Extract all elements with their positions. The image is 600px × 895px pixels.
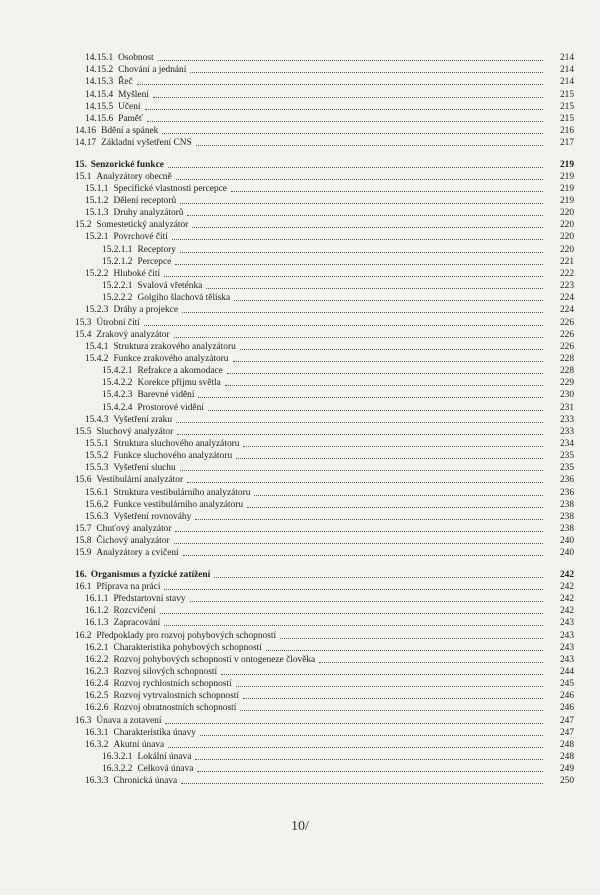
dot-leader <box>195 518 543 520</box>
toc-entry-number: 15.5.1 <box>85 438 109 449</box>
toc-entry-page: 242 <box>559 606 574 617</box>
toc-entry-number: 15.7 <box>75 524 92 534</box>
dot-leader <box>164 588 543 590</box>
toc-entry-number: 15.3 <box>75 317 92 328</box>
toc-entry-title: Rozvoj pohybových schopností v ontogeneze člověka <box>113 654 316 665</box>
toc-entry <box>0 52 600 64</box>
toc-entry-title: Paměť <box>118 113 143 124</box>
toc-entry <box>0 593 600 605</box>
toc-entry-page: 220 <box>559 220 574 231</box>
toc-entry-page: 219 <box>559 159 574 170</box>
toc-entry-number: 14.15.3 <box>85 77 114 88</box>
toc-entry <box>0 474 600 486</box>
toc-entry-page: 216 <box>559 125 574 136</box>
toc-entry-title: Chování a jednání <box>118 65 187 76</box>
toc-entry <box>0 450 600 462</box>
toc-entry-page: 217 <box>559 138 574 149</box>
dot-leader <box>243 445 543 447</box>
toc-entry <box>0 775 600 787</box>
dot-leader <box>198 396 543 398</box>
dot-leader <box>240 709 543 711</box>
toc-entry <box>0 739 600 751</box>
dot-leader <box>174 336 543 338</box>
toc-entry-number: 16.2.5 <box>85 691 109 702</box>
toc-entry <box>0 763 600 775</box>
toc-entry-page: 224 <box>559 305 574 316</box>
toc-entry-page: 233 <box>559 414 574 425</box>
toc-entry <box>0 581 600 593</box>
toc-entry <box>0 690 600 702</box>
toc-entry <box>0 317 600 329</box>
dot-leader <box>280 637 543 639</box>
dot-leader <box>243 697 543 699</box>
toc-entry <box>0 101 600 113</box>
dot-leader <box>175 530 543 532</box>
toc-entry-title: Funkce sluchového analyzátoru <box>113 451 233 462</box>
toc-entry-page: 246 <box>559 703 574 714</box>
toc-entry-title: Útrobní čití <box>96 317 140 328</box>
toc-entry-number: 16.1.2 <box>85 606 109 617</box>
toc-entry <box>0 666 600 678</box>
dot-leader <box>227 372 543 374</box>
toc-entry-number: 16.3 <box>75 715 92 726</box>
dot-leader <box>174 542 543 544</box>
dot-leader <box>192 226 543 228</box>
toc-entry-title: Bdění a spánek <box>101 125 159 136</box>
toc-entry-page: 222 <box>559 268 574 279</box>
toc-entry-title: Hluboké čití <box>113 268 161 279</box>
toc-entry-page: 226 <box>559 329 574 340</box>
toc-entry <box>0 244 600 256</box>
dot-leader <box>176 421 543 423</box>
toc-entry-page: 235 <box>559 463 574 474</box>
toc-entry-number: 15.2.2.2 <box>102 293 133 304</box>
toc-entry-title: Rozvoj rychlostních schopností <box>113 679 232 690</box>
toc-entry-number: 15.1 <box>75 171 92 182</box>
toc-entry <box>0 280 600 292</box>
dot-leader <box>231 190 543 192</box>
dot-leader <box>164 624 543 626</box>
dot-leader <box>180 469 543 471</box>
toc-entry-title: Organismus a fyzické zatížení <box>90 569 211 580</box>
toc-entry-title: Vyšetření sluchu <box>113 463 176 474</box>
toc-chapter-heading <box>0 159 600 171</box>
toc-entry-page: 242 <box>559 594 574 604</box>
toc-entry <box>0 329 600 341</box>
toc-entry-title: Charakteristika pohybových schopností <box>113 642 262 653</box>
toc-entry-number: 16. <box>75 569 87 580</box>
toc-entry-number: 16.2.6 <box>85 703 109 714</box>
toc-entry <box>0 256 600 268</box>
dot-leader <box>145 108 543 110</box>
toc-entry-number: 15.8 <box>75 536 92 547</box>
toc-entry-title: Lokální únava <box>137 752 192 762</box>
dot-leader <box>172 238 543 240</box>
toc-entry-title: Struktura sluchového analyzátoru <box>113 438 240 449</box>
toc-entry-page: 238 <box>559 524 574 534</box>
toc-entry-page: 220 <box>559 208 574 219</box>
toc-entry-title: Receptory <box>137 244 176 255</box>
toc-entry-title: Senzorické funkce <box>90 159 164 170</box>
toc-entry-title: Funkce vestibulárního analyzátoru <box>113 499 244 510</box>
toc-entry <box>0 438 600 450</box>
toc-entry-title: Učení <box>118 101 141 112</box>
toc-entry-title: Somestetický analyzátor <box>96 220 189 231</box>
toc-entry-page: 215 <box>559 89 574 100</box>
toc-entry-title: Rozvoj vytrvalostních schopností <box>113 691 239 702</box>
toc-entry-title: Percepce <box>137 256 172 267</box>
toc-entry-number: 14.15.1 <box>85 53 114 63</box>
toc-entry-page: 234 <box>559 438 574 449</box>
toc-entry-number: 16.3.1 <box>85 727 109 738</box>
toc-entry-page: 243 <box>559 642 574 653</box>
toc-entry <box>0 365 600 377</box>
toc-entry-page: 243 <box>559 654 574 665</box>
toc-entry-page: 219 <box>559 183 574 194</box>
toc-entry-page: 226 <box>559 317 574 328</box>
dot-leader <box>187 214 543 216</box>
toc-entry-number: 15.6.2 <box>85 499 109 510</box>
toc-entry-page: 229 <box>559 378 574 389</box>
toc-entry-number: 16.2.1 <box>85 642 109 653</box>
toc-entry-number: 15.4.2.4 <box>102 402 133 413</box>
dot-leader <box>137 83 543 85</box>
dot-leader <box>247 506 543 508</box>
toc-entry-number: 15.1.2 <box>85 196 109 206</box>
toc-entry-page: 246 <box>559 691 574 702</box>
toc-entry-page: 248 <box>559 739 574 750</box>
toc-entry-number: 15.4.2.1 <box>102 366 133 376</box>
toc-entry-number: 15.5 <box>75 426 92 437</box>
page-number: 10/ <box>291 819 309 834</box>
toc-entry-page: 242 <box>559 569 574 580</box>
toc-entry-title: Sluchový analyzátor <box>96 426 174 437</box>
dot-leader <box>164 275 543 277</box>
toc-entry-page: 247 <box>559 715 574 726</box>
toc-entry-title: Únava a zotavení <box>96 715 162 726</box>
toc-entry <box>0 183 600 195</box>
toc-entry-page: 221 <box>559 256 574 267</box>
toc-entry-title: Vyšetření zraku <box>113 414 173 425</box>
toc-entry-title: Zapracování <box>113 618 161 629</box>
toc-entry-title: Struktura vestibulárního analyzátoru <box>113 487 251 498</box>
toc-entry-number: 14.15.2 <box>85 65 114 76</box>
toc-entry-number: 15.4.1 <box>85 341 109 352</box>
toc-entry <box>0 231 600 243</box>
toc-entry-title: Příprava na práci <box>96 581 161 592</box>
dot-leader <box>175 263 543 265</box>
toc-entry-number: 15. <box>75 159 87 170</box>
toc-entry-title: Specifické vlastnosti percepce <box>113 183 227 194</box>
toc-entry-number: 16.2.2 <box>85 654 109 665</box>
toc-entry-number: 15.1.1 <box>85 183 109 194</box>
toc-entry-page: 230 <box>559 390 574 401</box>
toc-entry-number: 15.2.1.2 <box>102 256 133 267</box>
dot-leader <box>165 722 543 724</box>
toc-entry-number: 15.6.1 <box>85 487 109 498</box>
toc-entry-number: 15.4.2.3 <box>102 390 133 401</box>
dot-leader <box>319 661 543 663</box>
toc-entry-title: Funkce zrakového analyzátoru <box>113 353 229 364</box>
toc-entry-page: 231 <box>559 402 574 413</box>
toc-entry-title: Analyzátory obecně <box>96 171 172 182</box>
dot-leader <box>182 311 543 313</box>
toc-entry-page: 235 <box>559 451 574 462</box>
toc-entry <box>0 654 600 666</box>
toc-entry-title: Struktura zrakového analyzátoru <box>113 341 236 352</box>
toc-entry-title: Celková únava <box>137 764 194 775</box>
dot-leader <box>177 433 543 435</box>
toc-entry <box>0 426 600 438</box>
dot-leader <box>206 287 543 289</box>
toc-entry-number: 16.3.2.1 <box>102 752 133 762</box>
toc-entry-number: 14.17 <box>75 138 97 149</box>
dot-leader <box>160 612 543 614</box>
dot-leader <box>266 649 543 651</box>
toc-entry-page: 228 <box>559 353 574 364</box>
toc-entry-page: 242 <box>559 581 574 592</box>
toc-entry-page: 214 <box>559 53 574 63</box>
dot-leader <box>183 554 543 556</box>
dot-leader <box>181 782 543 784</box>
toc-entry <box>0 219 600 231</box>
toc-entry-number: 15.6.3 <box>85 511 109 522</box>
toc-entry <box>0 389 600 401</box>
toc-entry-page: 250 <box>559 776 574 787</box>
toc-entry-title: Analyzátory a cvičení <box>96 548 179 559</box>
dot-leader <box>214 576 543 578</box>
toc-entry <box>0 304 600 316</box>
toc-entry-title: Chronická únava <box>113 776 178 787</box>
dot-leader <box>240 348 543 350</box>
dot-leader <box>153 96 543 98</box>
toc-entry-page: 236 <box>559 487 574 498</box>
dot-leader <box>168 746 543 748</box>
toc-entry-title: Akutní únava <box>113 739 165 750</box>
dot-leader <box>197 770 543 772</box>
toc-entry-title: Rozcvičení <box>113 606 156 617</box>
toc-entry <box>0 642 600 654</box>
toc-entry-title: Osobnost <box>118 53 154 63</box>
toc-entry <box>0 292 600 304</box>
toc-entry-page: 224 <box>559 293 574 304</box>
toc-entry-number: 14.15.5 <box>85 101 114 112</box>
toc-entry-page: 238 <box>559 511 574 522</box>
toc-entry <box>0 268 600 280</box>
dot-leader <box>236 457 543 459</box>
toc-entry <box>0 89 600 101</box>
toc-entry-page: 240 <box>559 548 574 559</box>
dot-leader <box>162 132 543 134</box>
toc-entry-page: 244 <box>559 666 574 677</box>
toc-entry-page: 247 <box>559 727 574 738</box>
toc-entry-page: 228 <box>559 366 574 376</box>
toc-entry-number: 15.4.2.2 <box>102 378 133 389</box>
toc-entry-number: 16.2 <box>75 630 92 641</box>
toc-entry-title: Vestibulární analyzátor <box>96 475 184 486</box>
toc-entry-page: 214 <box>559 65 574 76</box>
toc-entry-title: Vyšetření rovnováhy <box>113 511 192 522</box>
toc-entry-page: 245 <box>559 679 574 690</box>
toc-entry-title: Předstartovní stavy <box>113 594 186 604</box>
toc-entry-number: 15.5.2 <box>85 451 109 462</box>
toc-entry-page: 243 <box>559 630 574 641</box>
toc-entry-page: 238 <box>559 499 574 510</box>
toc-entry-number: 15.4.3 <box>85 414 109 425</box>
toc-entry <box>0 630 600 642</box>
toc-entry-title: Barevné vidění <box>137 390 195 401</box>
toc-entry-number: 14.15.4 <box>85 89 114 100</box>
toc-entry-number: 16.3.2 <box>85 739 109 750</box>
toc-entry <box>0 341 600 353</box>
dot-leader <box>180 251 543 253</box>
dot-leader <box>234 299 543 301</box>
toc-entry-number: 14.16 <box>75 125 97 136</box>
toc-entry <box>0 605 600 617</box>
toc-entry-number: 15.2 <box>75 220 92 231</box>
dot-leader <box>190 600 543 602</box>
toc-entry <box>0 511 600 523</box>
toc-entry <box>0 171 600 183</box>
dot-leader <box>195 758 543 760</box>
dot-leader <box>187 481 543 483</box>
toc-entry-page: 215 <box>559 113 574 124</box>
toc-entry-title: Dráhy a projekce <box>113 305 178 316</box>
toc-entry <box>0 462 600 474</box>
toc-entry-number: 15.2.2 <box>85 268 109 279</box>
dot-leader <box>168 166 543 168</box>
toc-entry-number: 15.2.1 <box>85 232 109 243</box>
toc-entry-number: 16.3.3 <box>85 776 109 787</box>
toc-entry-page: 248 <box>559 752 574 762</box>
toc-entry-number: 16.1 <box>75 581 92 592</box>
toc-entry <box>0 499 600 511</box>
toc-entry <box>0 76 600 88</box>
toc-entry-number: 16.2.3 <box>85 666 109 677</box>
toc-entry-number: 16.1.1 <box>85 594 109 604</box>
toc-entry-page: 236 <box>559 475 574 486</box>
toc-entry-number: 15.1.3 <box>85 208 109 219</box>
toc-entry <box>0 414 600 426</box>
toc-entry-title: Povrchové čití <box>113 232 168 243</box>
toc-entry-page: 249 <box>559 764 574 775</box>
toc-entry <box>0 64 600 76</box>
toc-entry-page: 240 <box>559 536 574 547</box>
toc-entry <box>0 113 600 125</box>
toc-entry-number: 16.2.4 <box>85 679 109 690</box>
toc-entry <box>0 678 600 690</box>
dot-leader <box>200 734 543 736</box>
toc-entry-number: 15.9 <box>75 548 92 559</box>
dot-leader <box>147 120 543 122</box>
toc-entry-title: Chuťový analyzátor <box>96 524 172 534</box>
toc-entry-page: 219 <box>559 196 574 206</box>
toc-entry <box>0 547 600 559</box>
toc-entry <box>0 487 600 499</box>
toc-entry-number: 15.2.2.1 <box>102 281 133 291</box>
toc-entry-title: Rozvoj obratnostních schopností <box>113 703 237 714</box>
toc-entry-page: 226 <box>559 341 574 352</box>
dot-leader <box>144 324 543 326</box>
toc-entry-page: 233 <box>559 426 574 437</box>
dot-leader <box>176 178 543 180</box>
toc-entry <box>0 617 600 629</box>
toc-entry-title: Čichový analyzátor <box>96 536 170 547</box>
toc-entry-page: 215 <box>559 101 574 112</box>
toc-entry-title: Svalová vřeténka <box>137 281 203 291</box>
toc-entry-title: Dělení receptorů <box>113 196 177 206</box>
toc-entry-page: 220 <box>559 232 574 243</box>
toc-entry-title: Charakteristika únavy <box>113 727 196 738</box>
toc-entry <box>0 377 600 389</box>
toc-entry-title: Řeč <box>118 77 133 88</box>
toc-entry-title: Prostorové vidění <box>137 402 204 413</box>
toc-entry-page: 219 <box>559 171 574 182</box>
toc-entry-title: Zrakový analyzátor <box>96 329 170 340</box>
toc-entry-title: Korekce příjmu světla <box>137 378 221 389</box>
toc-entry-title: Základní vyšetření CNS <box>101 138 192 149</box>
toc-entry <box>0 727 600 739</box>
toc-entry-number: 16.3.2.2 <box>102 764 133 775</box>
dot-leader <box>208 409 543 411</box>
toc-entry-page: 243 <box>559 618 574 629</box>
toc-entry-page: 220 <box>559 244 574 255</box>
dot-leader <box>233 360 544 362</box>
toc-entry-title: Předpoklady pro rozvoj pohybových schopností <box>96 630 277 641</box>
toc-entry-number: 15.6 <box>75 475 92 486</box>
toc-entry <box>0 751 600 763</box>
toc-entry-number: 15.2.3 <box>85 305 109 316</box>
toc-entry <box>0 195 600 207</box>
toc-entry-number: 15.4 <box>75 329 92 340</box>
toc-entry <box>0 715 600 727</box>
toc-entry-title: Myšlení <box>118 89 149 100</box>
toc-entry-title: Druhy analyzátorů <box>113 208 184 219</box>
toc-entry <box>0 125 600 137</box>
toc-entry-title: Golgiho šlachová tělíska <box>137 293 231 304</box>
toc-entry-page: 223 <box>559 281 574 291</box>
dot-leader <box>196 144 543 146</box>
toc-entry-title: Rozvoj silových schopností <box>113 666 218 677</box>
toc-entry <box>0 353 600 365</box>
dot-leader <box>254 494 543 496</box>
toc-entry <box>0 535 600 547</box>
toc-entry-number: 16.1.3 <box>85 618 109 629</box>
dot-leader <box>190 71 543 73</box>
dot-leader <box>225 384 543 386</box>
toc-entry-number: 15.2.1.1 <box>102 244 133 255</box>
toc-entry-number: 15.4.2 <box>85 353 109 364</box>
toc-entry <box>0 702 600 714</box>
toc-chapter-heading <box>0 569 600 581</box>
dot-leader <box>180 202 543 204</box>
dot-leader <box>158 59 543 61</box>
toc-entry <box>0 137 600 149</box>
toc-entry-page: 214 <box>559 77 574 88</box>
toc-entry-number: 14.15.6 <box>85 113 114 124</box>
dot-leader <box>221 673 543 675</box>
dot-leader <box>236 685 543 687</box>
toc-entry <box>0 523 600 535</box>
toc-entry-title: Refrakce a akomodace <box>137 366 223 376</box>
toc-entry-number: 15.5.3 <box>85 463 109 474</box>
toc-entry <box>0 402 600 414</box>
toc-entry <box>0 207 600 219</box>
